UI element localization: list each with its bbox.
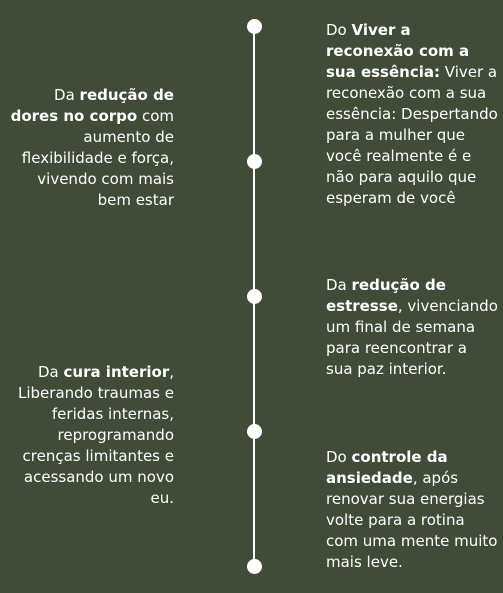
entry-text: Viver a reconexão com a sua essência: Despertando para a mulher que você realmente é e não para aquilo que esperam de você	[326, 63, 498, 207]
entry-highlight: redução de estresse	[326, 276, 446, 315]
timeline-dot-1	[247, 19, 262, 34]
timeline-dot-3	[247, 289, 262, 304]
timeline-entry-dores	[4, 85, 174, 211]
entry-prefix: Do	[326, 448, 352, 466]
entry-highlight: cura interior	[63, 363, 170, 381]
entry-text: , após renovar sua energias volte para a rotina com uma mente muito mais leve.	[326, 469, 498, 571]
timeline-dot-4	[247, 424, 262, 439]
timeline-dot-5	[247, 559, 262, 574]
entry-prefix: Da	[326, 276, 352, 294]
entry-highlight: controle da ansiedade	[326, 448, 448, 487]
timeline-entry-reconexao	[326, 20, 498, 209]
timeline-entry-ansiedade	[326, 447, 498, 573]
entry-highlight: Viver a reconexão com a sua essência:	[326, 21, 470, 81]
entry-text: com aumento de flexibilidade e força, vivendo com mais bem estar	[21, 107, 174, 209]
entry-text: , vivenciando um final de semana para reencontrar a sua paz interior.	[326, 297, 498, 378]
timeline-entry-estresse	[326, 275, 498, 380]
entry-text: , Liberando traumas e feridas internas, reprogramando crenças limitantes e acessando um novo eu.	[18, 363, 174, 507]
timeline-dot-2	[247, 154, 262, 169]
timeline-entry-cura	[4, 362, 174, 509]
entry-prefix: Do	[326, 21, 352, 39]
entry-highlight: redução de dores no corpo	[10, 86, 174, 125]
entry-prefix: Da	[37, 363, 64, 381]
entry-prefix: Da	[54, 86, 80, 104]
